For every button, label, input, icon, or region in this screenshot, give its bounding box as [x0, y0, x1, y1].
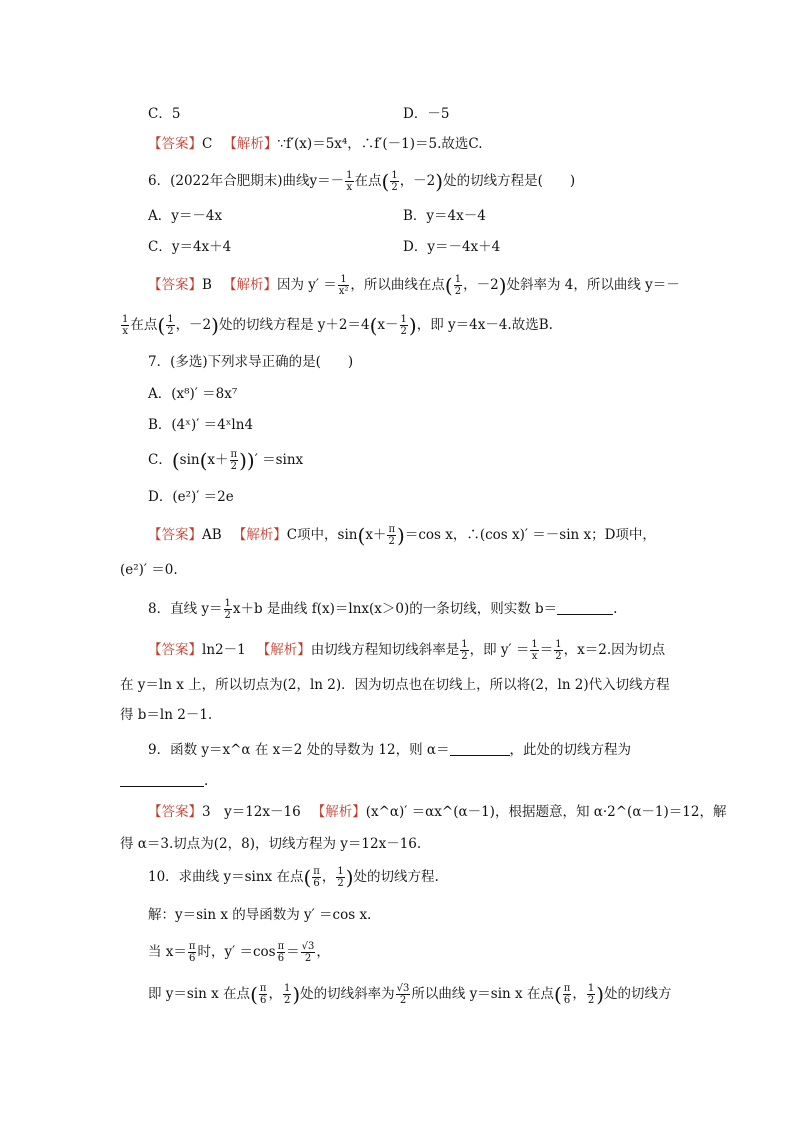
- explanation-line-q8: 得 b＝ln 2－1.: [120, 707, 213, 723]
- option-c: C．y＝4x＋4: [148, 239, 232, 255]
- option-b: B．(4ˣ)′ ＝4ˣln4: [148, 417, 254, 433]
- answer-line-q9: 【答案】3 y＝12x－16 【解析】(x^α)′ ＝αx^(α－1)，根据题意，知 α·2^(α－1)＝12，解: [148, 804, 727, 820]
- explanation-line-q7: (e²)′ ＝0.: [120, 562, 178, 578]
- answer-line-q6: 【答案】B 【解析】因为 y′ ＝ $\frac{1}{\text{x²}}$ ，所以曲线在点( $\frac{1}{2}$ ，－2)处斜率为 4，所以曲线 y＝－: [148, 273, 680, 298]
- answer-line-q7: 【答案】AB 【解析】C项中，sin(x＋ $\frac{\pi}{2}$ )＝cos x，∴(cos x)′ ＝－sin x；D项中，: [148, 523, 656, 548]
- question-9-stem: .: [120, 771, 208, 791]
- answer-line-q5: 【答案】C 【解析】∵f′(x)＝5x⁴，∴f′(－1)＝5.故选C.: [148, 136, 483, 152]
- option-a: A．y＝－4x: [148, 208, 223, 224]
- question-10-stem: 10．求曲线 y＝sinx 在点( $\frac{\pi}{6}$ ， $\frac{1}{2}$ )处的切线方程.: [148, 865, 439, 890]
- solution-line: 当 x＝ $\frac{\pi}{6}$ 时，y′ ＝cos $\frac{\pi}{6}$ ＝ $\frac{√3}{2}$ ，: [148, 941, 330, 964]
- option-d: D．(e²)′ ＝2e: [148, 489, 234, 505]
- solution-line: 解：y＝sin x 的导函数为 y′ ＝cos x.: [148, 907, 372, 923]
- question-9-stem: 9．函数 y＝x^α 在 x＝2 处的导数为 12，则 α＝ ，此处的切线方程为: [148, 742, 632, 758]
- question-6-stem: 6．(2022年合肥期末)曲线y＝－ $\frac{1}{x}$ 在点( $\frac{1}{2}$ ，－2)处的切线方程是( ): [148, 169, 576, 194]
- answer-blank[interactable]: [120, 772, 204, 787]
- solution-line: 即 y＝sin x 在点( $\frac{\pi}{6}$ ， $\frac{1}{2}$ )处的切线斜率为 $\frac{√3}{2}$ 所以曲线 y＝sin x 在点( $\frac{\pi}{6}$ ， $\frac{1}{2}$ )处的切线方: [148, 982, 672, 1007]
- answer-blank[interactable]: [557, 600, 613, 615]
- option-c: C．(sin(x＋ $\frac{\pi}{2}$ ))′ ＝sinx: [148, 448, 304, 473]
- explanation-line-q6: $\frac{1}{x}$ 在点( $\frac{1}{2}$ ，－2)处的切线方程是 y＋2＝4(x－ $\frac{1}{2}$ )，即 y＝4x－4.故选B.: [122, 313, 553, 338]
- option-a: A．(x⁸)′ ＝8x⁷: [148, 386, 238, 402]
- question-8-stem: 8．直线 y＝ $\frac{1}{2}$ x＋b 是曲线 f(x)＝lnx(x＞0)的一条切线，则实数 b＝ .: [148, 598, 618, 621]
- answer-line-q8: 【答案】ln2－1 【解析】由切线方程知切线斜率是 $\frac{1}{2}$ ，即 y′ ＝ $\frac{1}{x}$ ＝ $\frac{1}{2}$ ，x＝2.因为切点: [148, 639, 666, 662]
- question-7-stem: 7．(多选)下列求导正确的是( ): [148, 354, 354, 370]
- option-b: B．y＝4x－4: [403, 208, 486, 224]
- option-d: D．－5: [403, 106, 450, 122]
- explanation-line-q9: 得 α＝3.切点为(2，8)，切线方程为 y＝12x－16.: [120, 836, 422, 852]
- explanation-line-q8: 在 y＝ln x 上，所以切点为(2，ln 2)．因为切点也在切线上，所以将(2，ln 2)代入切线方程: [120, 677, 670, 693]
- answer-blank[interactable]: [450, 741, 510, 756]
- option-c: C．5: [148, 106, 181, 122]
- option-d: D．y＝－4x＋4: [403, 239, 501, 255]
